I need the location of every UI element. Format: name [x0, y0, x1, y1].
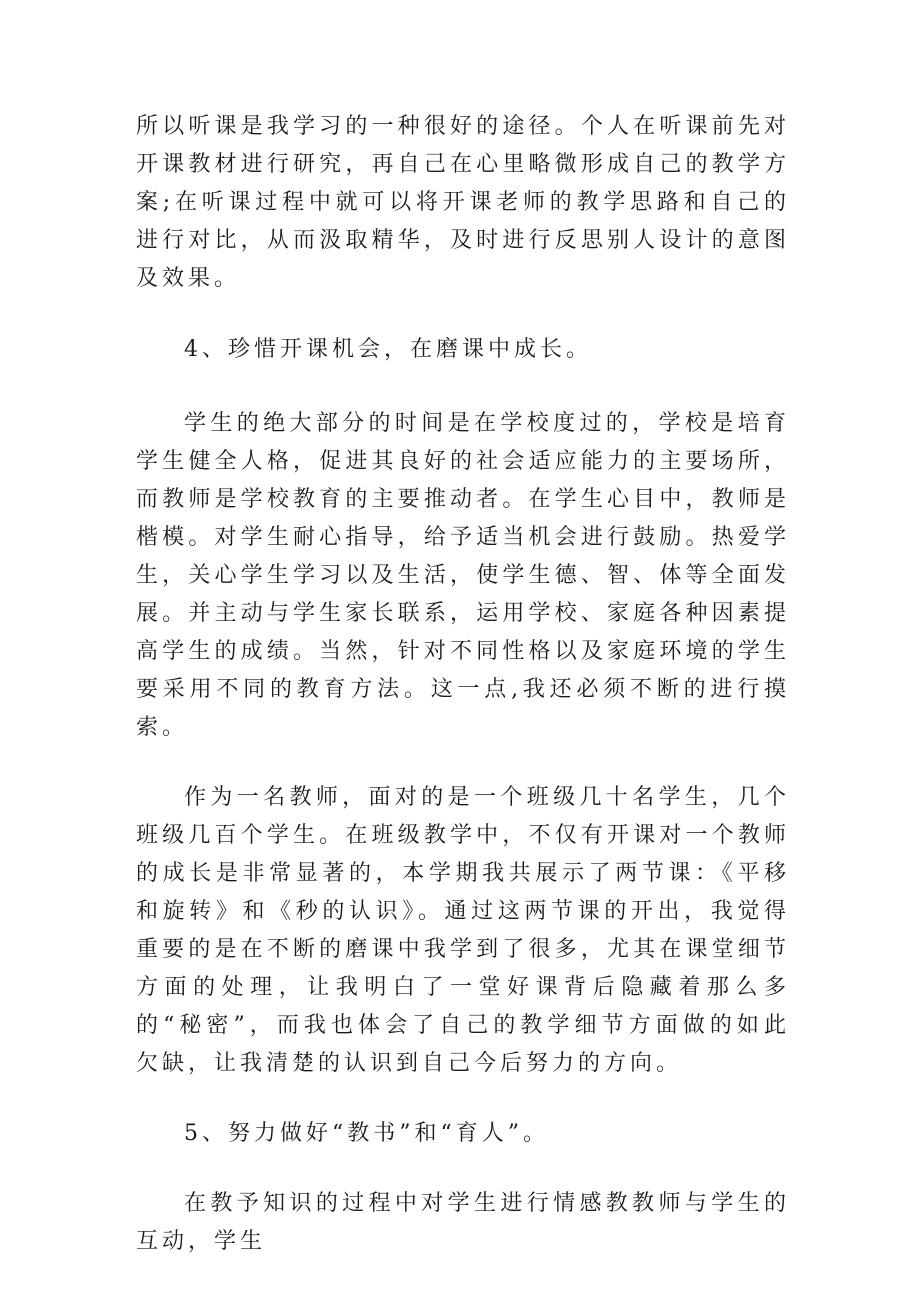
paragraph-students: 学生的绝大部分的时间是在学校度过的，学校是培育学生健全人格，促进其良好的社会适应能力的主要场所，而教师是学校教育的主要推动者。在学生心目中，教师是楷模。对学生耐心指导，给予适当机会进行鼓励。热爱学生，关心学生学习以及生活，使学生德、智、体等全面发展。并主动与学生家长联系，运用学校、家庭各种因素提高学生的成绩。当然，针对不同性格以及家庭环境的学生要采用不同的教育方法。这一点,我还必须不断的进行摸索。 [136, 411, 790, 740]
paragraph-listening: 所以听课是我学习的一种很好的途径。个人在听课前先对开课教材进行研究，再自己在心里略微形成自己的教学方案;在听课过程中就可以将开课老师的教学思路和自己的进行对比，从而汲取精华，及时进行反思别人设计的意图及效果。 [136, 114, 790, 291]
heading-section-5: 5、努力做好“教书”和“育人”。 [184, 1121, 549, 1146]
paragraph-teaching: 在教予知识的过程中对学生进行情感教教师与学生的互动，学生 [136, 1191, 790, 1254]
heading-section-4: 4、珍惜开课机会，在磨课中成长。 [184, 337, 592, 362]
paragraph-teacher: 作为一名教师，面对的是一个班级几十名学生，几个班级几百个学生。在班级教学中，不仅有开课对一个教师的成长是非常显著的，本学期我共展示了两节课：《平移和旋转》和《秒的认识》。通过这两节课的开出，我觉得重要的是在不断的磨课中我学到了很多，尤其在课堂细节方面的处理，让我明白了一堂好课背后隐藏着那么多的“秘密”，而我也体会了自己的教学细节方面做的如此欠缺，让我清楚的认识到自己今后努力的方向。 [136, 785, 790, 1076]
document-body [136, 108, 790, 1261]
